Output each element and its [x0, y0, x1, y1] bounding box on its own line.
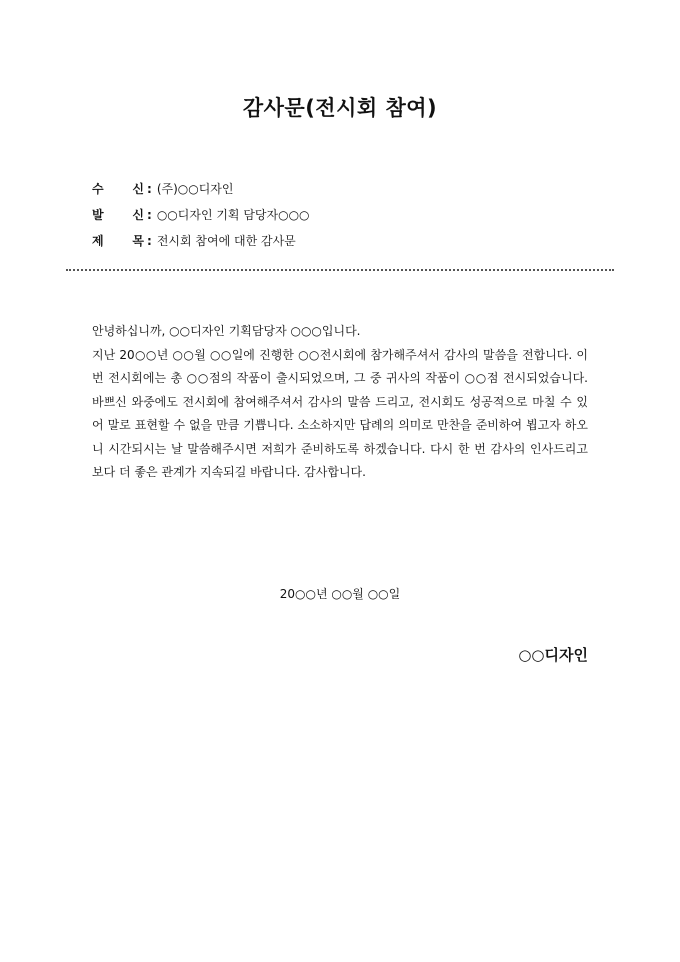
signature: ○○디자인	[518, 646, 588, 664]
subject-colon: :	[147, 234, 152, 248]
dotted-divider	[66, 269, 614, 271]
subject-label-char-2: 목	[132, 234, 144, 248]
sender-label-char-2: 신	[132, 208, 144, 222]
letter-body	[92, 320, 588, 485]
subject-row	[92, 232, 592, 258]
subject-label	[92, 232, 147, 249]
recipient-row	[92, 180, 592, 206]
recipient-label-char-1: 수	[92, 182, 104, 196]
recipient-value: (주)○○디자인	[156, 182, 234, 196]
recipient-label	[92, 180, 147, 197]
sender-label	[92, 206, 147, 223]
letter-date: 20○○년 ○○월 ○○일	[279, 587, 401, 601]
recipient-label-char-2: 신	[132, 182, 144, 196]
subject-value: 전시회 참여에 대한 감사문	[156, 234, 296, 248]
sender-colon: :	[147, 208, 152, 222]
body-paragraph: 지난 20○○년 ○○월 ○○일에 진행한 ○○전시회에 참가해주셔서 감사의 말씀을 전합니다. 이번 전시회에는 총 ○○점의 작품이 출시되었으며, 그 중 귀사의 작품이 ○○점 전시되었습니다. 바쁘신 와중에도 전시회에 참여해주셔서 감사의 말씀 드리고, 전시회도 성공적으로 마칠 수 있어 말로 표현할 수 없을 만큼 기쁩니다. 소소하지만 답례의 의미로 만찬을 준비하여 뵙고자 하오니 시간되시는 날 말씀해주시면 저희가 준비하도록 하겠습니다. 다시 한 번 감사의 인사드리고 보다 더 좋은 관계가 지속되길 바랍니다. 감사합니다.	[92, 347, 588, 479]
sender-label-char-1: 발	[92, 208, 104, 222]
sender-value: ○○디자인 기획 담당자○○○	[156, 208, 310, 222]
subject-label-char-1: 제	[92, 234, 104, 248]
recipient-colon: :	[147, 182, 152, 196]
document-title: 감사문(전시회 참여)	[242, 96, 438, 120]
greeting-line: 안녕하십니까, ○○디자인 기획담당자 ○○○입니다.	[92, 324, 361, 338]
sender-row	[92, 206, 592, 232]
header-block	[92, 180, 592, 258]
